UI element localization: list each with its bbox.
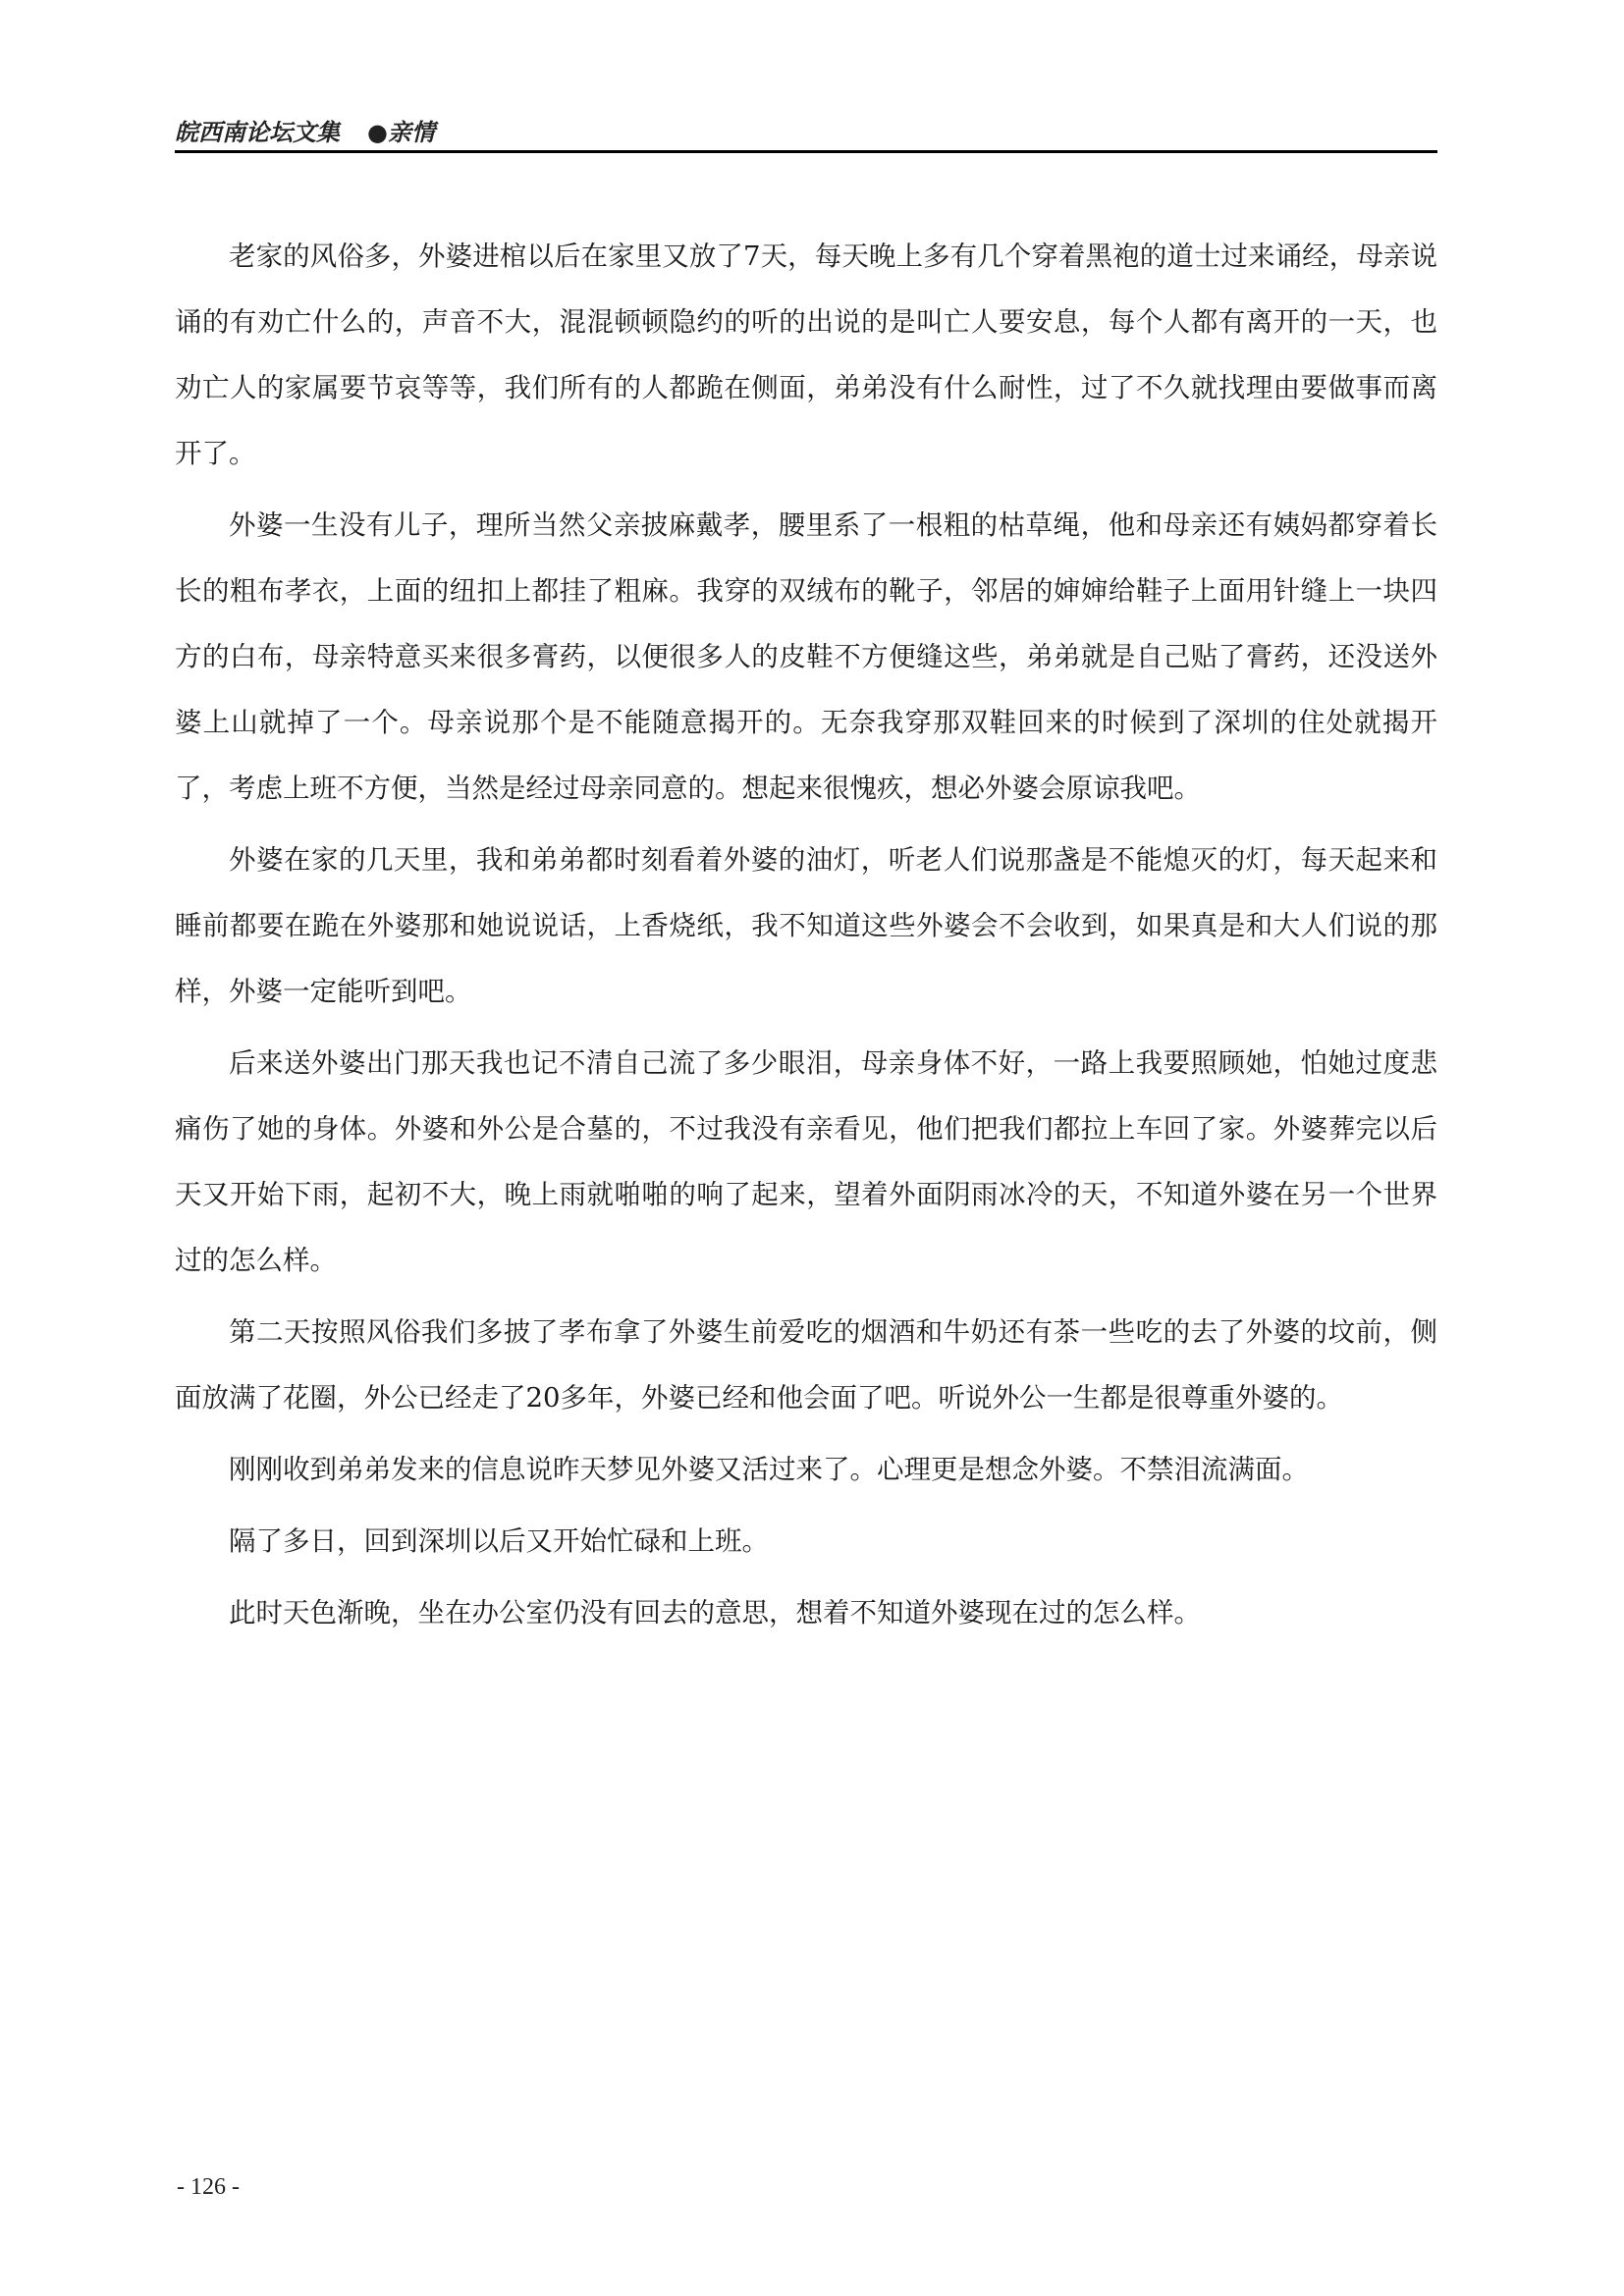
paragraph: 刚刚收到弟弟发来的信息说昨天梦见外婆又活过来了。心理更是想念外婆。不禁泪流满面。 bbox=[229, 1454, 1309, 1485]
paragraph: 此时天色渐晚，坐在办公室仍没有回去的意思，想着不知道外婆现在过的怎么样。 bbox=[229, 1597, 1201, 1629]
paragraph: 后来送外婆出门那天我也记不清自己流了多少眼泪，母亲身体不好，一路上我要照顾她，怕她过度悲痛伤了她的身体。外婆和外公是合墓的，不过我没有亲看见，他们把我们都拉上车回了家。外婆葬完以后天又开始下雨，起初不大，晚上雨就啪啪的响了起来，望着外面阴雨冰冷的天，不知道外婆在另一个世界过的怎么样。 bbox=[175, 1047, 1437, 1276]
paragraph: 外婆一生没有儿子，理所当然父亲披麻戴孝，腰里系了一根粗的枯草绳，他和母亲还有姨妈都穿着长长的粗布孝衣，上面的纽扣上都挂了粗麻。我穿的双绒布的靴子，邻居的婶婶给鞋子上面用针缝上一块四方的白布，母亲特意买来很多膏药，以便很多人的皮鞋不方便缝这些，弟弟就是自己贴了膏药，还没送外婆上山就掉了一个。母亲说那个是不能随意揭开的。无奈我穿那双鞋回来的时候到了深圳的住处就揭开了，考虑上班不方便，当然是经过母亲同意的。想起来很愧疚，想必外婆会原谅我吧。 bbox=[175, 509, 1437, 804]
section-label: ●亲情 bbox=[367, 119, 435, 146]
paragraph: 老家的风俗多，外婆进棺以后在家里又放了7天，每天晚上多有几个穿着黑袍的道士过来诵经，母亲说诵的有劝亡什么的，声音不大，混混顿顿隐约的听的出说的是叫亡人要安息，每个人都有离开的一天，也劝亡人的家属要节哀等等，我们所有的人都跪在侧面，弟弟没有什么耐性，过了不久就找理由要做事而离开了。 bbox=[175, 240, 1437, 469]
book-title: 皖西南论坛文集 bbox=[175, 119, 340, 146]
paragraph: 外婆在家的几天里，我和弟弟都时刻看着外婆的油灯，听老人们说那盏是不能熄灭的灯，每天起来和睡前都要在跪在外婆那和她说说话，上香烧纸，我不知道这些外婆会不会收到，如果真是和大人们说的那样，外婆一定能听到吧。 bbox=[175, 844, 1437, 1007]
running-header bbox=[175, 110, 1437, 153]
paragraph: 隔了多日，回到深圳以后又开始忙碌和上班。 bbox=[229, 1525, 769, 1557]
paragraph: 第二天按照风俗我们多披了孝布拿了外婆生前爱吃的烟酒和牛奶还有茶一些吃的去了外婆的坟前，侧面放满了花圈，外公已经走了20多年，外婆已经和他会面了吧。听说外公一生都是很尊重外婆的。 bbox=[175, 1316, 1437, 1414]
article-body bbox=[175, 224, 1437, 1652]
page-number: - 126 - bbox=[177, 2174, 240, 2200]
